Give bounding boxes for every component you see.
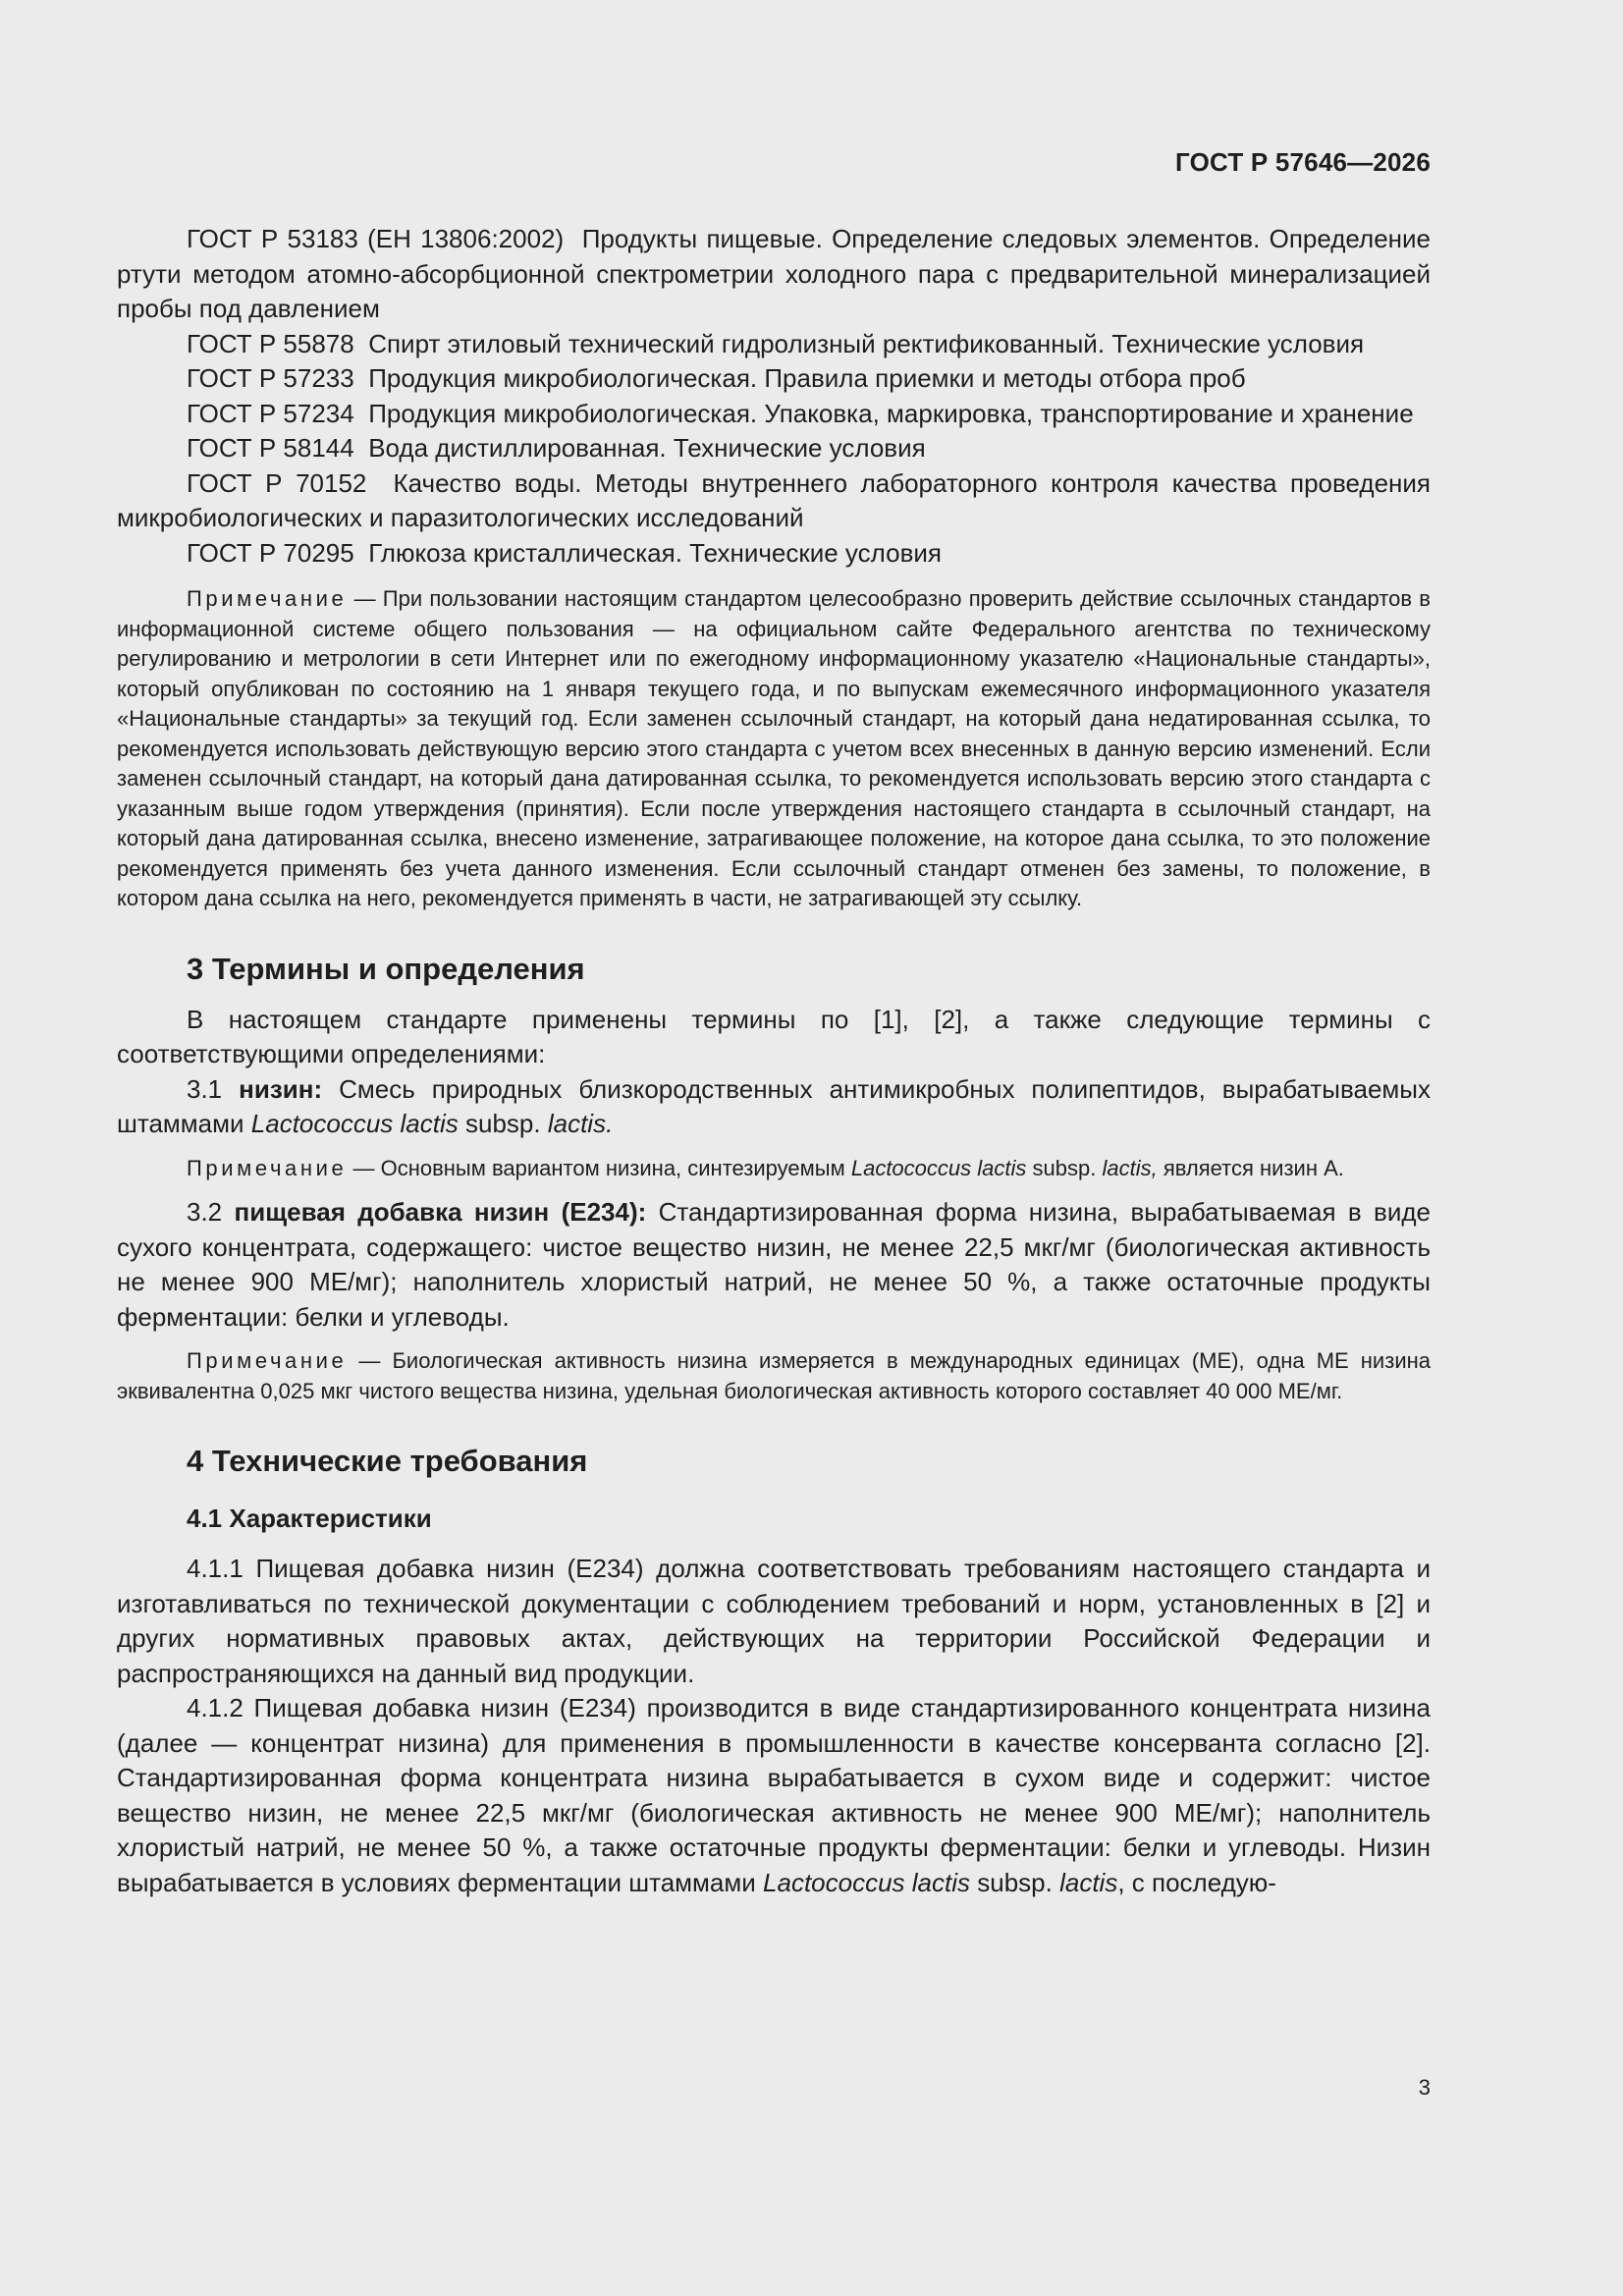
term-name: низин: — [239, 1073, 323, 1104]
page-content — [117, 222, 1431, 1900]
term-text: Стандартизированная форма низина, вырабатываемая в виде сухого концентрата, содержащего: чистое вещество низин, не менее 22,5 мкг/мг (биологическая активность не менее 900 МЕ/мг); наполнитель хлористый натрий, не менее 50 %, а также остаточные продукты ферментации: белки и углеводы. — [117, 1197, 1431, 1332]
organism-species: lactis. — [547, 1109, 614, 1138]
reference-item — [117, 327, 1431, 362]
reference-title: Качество воды. Методы внутреннего лабораторного контроля качества проведения микробиологических и паразитологических исследований — [117, 467, 1431, 532]
reference-note: Примечание — При пользовании настоящим стандартом целесообразно проверить действие ссылочных стандартов в информационной системе общего пользования — на официальном сайте Федерального агентства по техническому регулированию и метрологии в сети Интернет или по ежегодному информационному указателю «Национальные стандарты», который опубликован по состоянию на 1 января текущего года, и по выпускам ежемесячного информационного указателя «Национальные стандарты» за текущий год. Если заменен ссылочный стандарт, на который дана недатированная ссылка, то рекомендуется использовать действующую версию этого стандарта с учетом всех внесенных в данную версию изменений. Если заменен ссылочный стандарт, на который дана датированная ссылка, то рекомендуется использовать версию этого стандарта с указанным выше годом утверждения (принятия). Если после утверждения настоящего стандарта в ссылочный стандарт, на который дана датированная ссылка, внесено изменение, затрагивающее положение, на которое дана ссылка, то это положение рекомендуется применять без учета данного изменения. Если ссылочный стандарт отменен без замены, то положение, в котором дана ссылка на него, рекомендуется применять в части, не затрагивающей эту ссылку. — [117, 586, 1431, 910]
reference-title: Продукты пищевые. Определение следовых элементов. Определение ртути методом атомно-абсорбционной спектрометрии холодного пара с предварительной минерализацией пробы под давлением — [117, 224, 1431, 323]
note-label: Примечание — [187, 1155, 348, 1180]
reference-code: ГОСТ Р 57233 — [187, 363, 354, 393]
clause-paragraph: 4.1.1 Пищевая добавка низин (Е234) должна соответствовать требованиям настоящего стандарта и изготавливаться по технической документации с соблюдением требований и норм, установленных в [2] и других нормативных правовых актах, действующих на территории Российской Федерации и распространяющихся на данный вид продукции. — [117, 1554, 1431, 1688]
section-intro: В настоящем стандарте применены термины по [1], [2], а также следующие термины с соответствующими определениями: — [117, 1004, 1431, 1068]
reference-item — [117, 222, 1431, 327]
subsection-heading: 4.1 Характеристики — [187, 1503, 432, 1533]
page-number: 3 — [1418, 2075, 1431, 2100]
reference-code: ГОСТ Р 70295 — [187, 537, 354, 568]
reference-title: Спирт этиловый технический гидролизный ректификованный. Технические условия — [368, 328, 1365, 358]
reference-item — [117, 466, 1431, 536]
section-heading: 4 Технические требования — [187, 1444, 588, 1478]
reference-title: Вода дистиллированная. Технические условия — [368, 433, 926, 463]
clause-paragraph — [117, 1691, 1431, 1900]
standard-header: ГОСТ Р 57646—2026 — [1175, 147, 1431, 177]
term-text: Смесь природных близкородственных антимикробных полипептидов, вырабатываемых штаммами — [117, 1073, 1431, 1138]
reference-code: ГОСТ Р 58144 — [187, 433, 354, 463]
organism-subsp: subsp. — [1032, 1155, 1097, 1180]
note-text: Основным вариантом низина, синтезируемым — [380, 1155, 845, 1180]
organism-name: Lactococcus lactis — [850, 1155, 1027, 1180]
term-number: 3.2 — [187, 1197, 223, 1227]
note-label: Примечание — [187, 1348, 348, 1373]
term-definition — [117, 1195, 1431, 1335]
reference-code: ГОСТ Р 53183 (ЕН 13806:2002) — [187, 224, 565, 253]
note-text: является низин А. — [1163, 1155, 1344, 1180]
reference-code: ГОСТ Р 57234 — [187, 398, 354, 428]
term-definition — [117, 1072, 1431, 1142]
organism-name: Lactococcus lactis — [763, 1867, 971, 1897]
reference-item — [117, 397, 1431, 432]
organism-subsp: subsp. — [977, 1867, 1053, 1897]
note-text: Биологическая активность низина измеряется в международных единицах (МЕ), одна МЕ низина эквивалентна 0,025 мкг чистого вещества низина, удельная биологическая активность которого составляет 40 000 МЕ/мг. — [117, 1348, 1431, 1403]
organism-species: lactis, — [1102, 1155, 1158, 1180]
note-label: Примечание — [187, 586, 348, 611]
reference-item — [117, 361, 1431, 397]
organism-subsp: subsp. — [465, 1109, 541, 1138]
term-note: Примечание — Биологическая активность низина измеряется в международных единицах (МЕ), одна МЕ низина эквивалентна 0,025 мкг чистого вещества низина, удельная биологическая активность которого составляет 40 000 МЕ/мг. — [117, 1348, 1431, 1403]
clause-text: 4.1.2 Пищевая добавка низин (Е234) производится в виде стандартизированного концентрата низина (далее — концентрат низина) для применения в промышленности в качестве консерванта согласно [2]. Стандартизированная форма концентрата низина вырабатывается в сухом виде и содержит: чистое вещество низин, не менее 22,5 мкг/мг (биологическая активность не менее 900 МЕ/мг); наполнитель хлористый натрий, не менее 50 %, а также остаточные продукты ферментации: белки и углеводы. Низин вырабатывается в условиях ферментации штаммами — [117, 1693, 1431, 1897]
organism-species: lactis — [1059, 1867, 1118, 1897]
reference-list — [117, 222, 1431, 571]
note-text: При пользовании настоящим стандартом целесообразно проверить действие ссылочных стандартов в информационной системе общего пользования — на официальном сайте Федерального агентства по техническому регулированию и метрологии в сети Интернет или по ежегодному информационному указателю «Национальные стандарты», который опубликован по состоянию на 1 января текущего года, и по выпускам ежемесячного информационного указателя «Национальные стандарты» за текущий год. Если заменен ссылочный стандарт, на который дана недатированная ссылка, то рекомендуется использовать действующую версию этого стандарта с учетом всех внесенных в данную версию изменений. Если заменен ссылочный стандарт, на который дана датированная ссылка, то рекомендуется использовать версию этого стандарта с указанным выше годом утверждения (принятия). Если после утверждения настоящего стандарта в ссылочный стандарт, на который дана датированная ссылка, внесено изменение, затрагивающее положение, на которое дана ссылка, то это положение рекомендуется применять без учета данного изменения. Если ссылочный стандарт отменен без замены, то положение, в котором дана ссылка на него, рекомендуется применять в части, не затрагивающей эту ссылку. — [117, 586, 1431, 910]
organism-name: Lactococcus lactis — [250, 1109, 459, 1138]
reference-code: ГОСТ Р 55878 — [187, 328, 354, 358]
reference-title: Продукция микробиологическая. Упаковка, маркировка, транспортирование и хранение — [368, 398, 1414, 428]
reference-title: Глюкоза кристаллическая. Технические условия — [368, 537, 942, 568]
reference-title: Продукция микробиологическая. Правила приемки и методы отбора проб — [368, 363, 1246, 393]
reference-code: ГОСТ Р 70152 — [187, 467, 367, 498]
reference-item — [117, 536, 1431, 572]
term-note: Примечание — Основным вариантом низина, синтезируемым Lactococcus lactis subsp. lactis, является низин А. — [187, 1155, 1344, 1180]
section-heading: 3 Термины и определения — [187, 951, 585, 986]
reference-item — [117, 431, 1431, 466]
term-number: 3.1 — [187, 1073, 223, 1104]
term-name: пищевая добавка низин (Е234): — [234, 1197, 647, 1227]
clause-text: , с последую- — [1117, 1867, 1276, 1897]
